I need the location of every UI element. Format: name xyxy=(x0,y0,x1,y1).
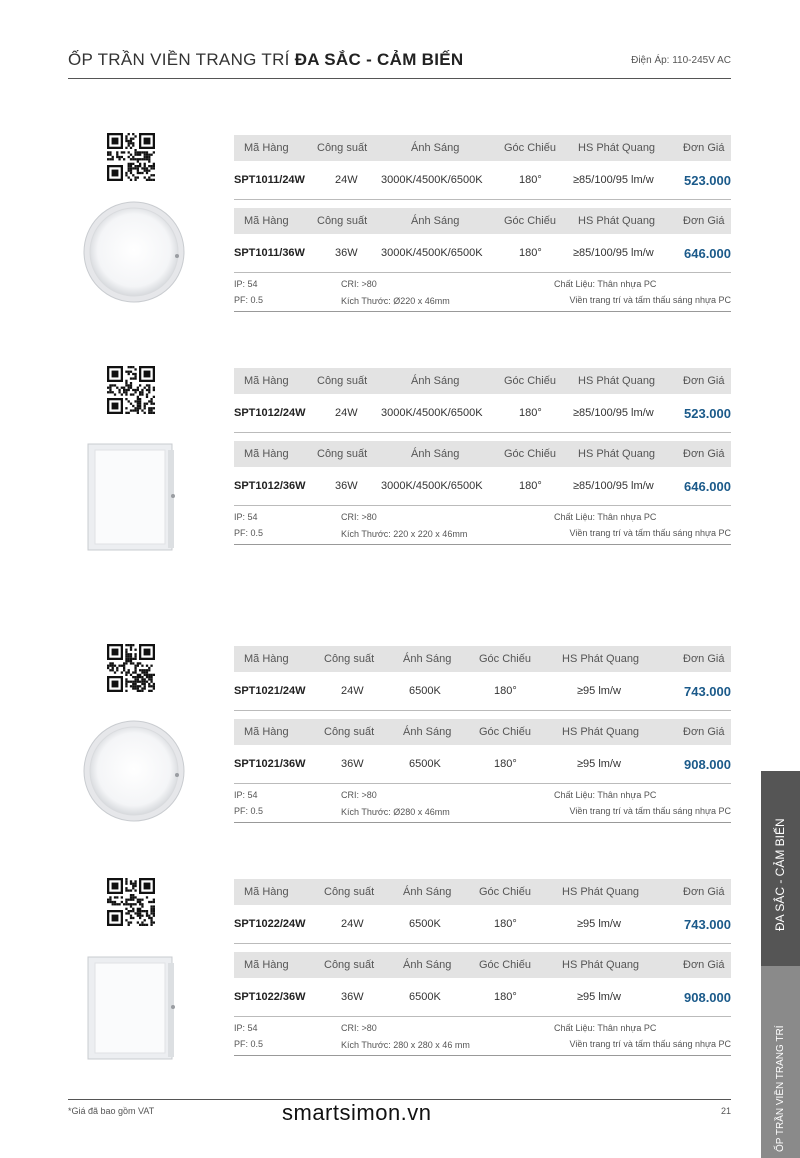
column-header: Mã Hàng xyxy=(244,375,289,387)
column-header: Ánh Sáng xyxy=(411,215,460,227)
side-tab-section xyxy=(761,966,800,1158)
cell-power: 36W xyxy=(341,758,364,770)
column-header: Góc Chiếu xyxy=(504,142,556,154)
cell-power: 24W xyxy=(335,407,358,419)
spec-size: Kích Thước: 280 x 280 x 46 mm xyxy=(341,1040,470,1050)
cell-price: 743.000 xyxy=(684,916,731,932)
table-header-row xyxy=(234,646,731,672)
column-header: Ánh Sáng xyxy=(411,375,460,387)
column-header: Công suất xyxy=(324,959,375,971)
spec-block xyxy=(234,1017,731,1056)
column-header: Ánh Sáng xyxy=(403,886,452,898)
cell-angle: 180° xyxy=(519,247,542,259)
spec-size: Kích Thước: Ø280 x 46mm xyxy=(341,807,450,817)
cell-power: 36W xyxy=(335,480,358,492)
cell-code: SPT1012/36W xyxy=(234,480,306,492)
spec-cri: CRI: >80 xyxy=(341,790,377,800)
cell-angle: 180° xyxy=(519,174,542,186)
table-row xyxy=(234,467,731,506)
spec-ip: IP: 54 xyxy=(234,279,258,289)
voltage-label: Điện Áp: 110-245V AC xyxy=(631,55,731,66)
cell-price: 523.000 xyxy=(684,405,731,421)
column-header: Công suất xyxy=(317,215,368,227)
cell-light: 6500K xyxy=(409,685,441,697)
table-row xyxy=(234,394,731,433)
cell-efficacy: ≥85/100/95 lm/w xyxy=(573,480,654,492)
spec-cri: CRI: >80 xyxy=(341,1023,377,1033)
page-title xyxy=(68,50,464,70)
row-spacer xyxy=(234,711,731,719)
cell-code: SPT1021/24W xyxy=(234,685,306,697)
column-header: Công suất xyxy=(324,726,375,738)
cell-light: 6500K xyxy=(409,991,441,1003)
qr-code-icon xyxy=(107,878,155,926)
table-row xyxy=(234,978,731,1017)
spec-cri: CRI: >80 xyxy=(341,279,377,289)
column-header: Mã Hàng xyxy=(244,959,289,971)
column-header: Góc Chiếu xyxy=(479,653,531,665)
qr-code-icon xyxy=(107,366,155,414)
column-header: HS Phát Quang xyxy=(562,959,640,971)
table-row xyxy=(234,234,731,273)
column-header: Ánh Sáng xyxy=(403,726,452,738)
column-header: HS Phát Quang xyxy=(578,448,656,460)
product-table xyxy=(234,368,731,545)
vat-note: *Giá đã bao gồm VAT xyxy=(68,1106,155,1116)
column-header: HS Phát Quang xyxy=(562,653,640,665)
spec-material: Chất Liệu: Thân nhựa PC xyxy=(554,1023,657,1033)
column-header: Đơn Giá xyxy=(683,886,725,898)
cell-efficacy: ≥95 lm/w xyxy=(577,758,621,770)
cell-efficacy: ≥85/100/95 lm/w xyxy=(573,407,654,419)
spec-pf: PF: 0.5 xyxy=(234,528,264,538)
column-header: Góc Chiếu xyxy=(479,959,531,971)
cell-power: 36W xyxy=(335,247,358,259)
cell-code: SPT1022/24W xyxy=(234,918,306,930)
column-header: Đơn Giá xyxy=(683,726,725,738)
table-header-row xyxy=(234,952,731,978)
cell-light: 6500K xyxy=(409,918,441,930)
column-header: Đơn Giá xyxy=(683,653,725,665)
side-tab-category xyxy=(761,771,800,966)
column-header: Công suất xyxy=(317,142,368,154)
spec-size: Kích Thước: 220 x 220 x 46mm xyxy=(341,529,468,539)
cell-angle: 180° xyxy=(494,758,517,770)
table-header-row xyxy=(234,135,731,161)
cell-code: SPT1022/36W xyxy=(234,991,306,1003)
column-header: Mã Hàng xyxy=(244,653,289,665)
table-header-row xyxy=(234,368,731,394)
cell-price: 908.000 xyxy=(684,989,731,1005)
cell-efficacy: ≥95 lm/w xyxy=(577,918,621,930)
row-spacer xyxy=(234,944,731,952)
column-header: Mã Hàng xyxy=(244,886,289,898)
cell-angle: 180° xyxy=(519,480,542,492)
table-header-row xyxy=(234,441,731,467)
column-header: Đơn Giá xyxy=(683,448,725,460)
cell-angle: 180° xyxy=(494,918,517,930)
cell-light: 3000K/4500K/6500K xyxy=(381,480,483,492)
spec-ip: IP: 54 xyxy=(234,512,258,522)
table-row xyxy=(234,905,731,944)
row-spacer xyxy=(234,200,731,208)
column-header: Công suất xyxy=(324,653,375,665)
page-title-bold: ĐA SẮC - CẢM BIẾN xyxy=(294,50,464,69)
round-ceiling-light-image xyxy=(82,718,186,824)
column-header: Góc Chiếu xyxy=(479,886,531,898)
product-table xyxy=(234,135,731,312)
cell-code: SPT1011/24W xyxy=(234,174,305,186)
spec-block xyxy=(234,784,731,823)
table-row xyxy=(234,161,731,200)
column-header: Ánh Sáng xyxy=(411,448,460,460)
table-header-row xyxy=(234,879,731,905)
column-header: Góc Chiếu xyxy=(504,375,556,387)
spec-ip: IP: 54 xyxy=(234,1023,258,1033)
qr-code-icon xyxy=(107,133,155,181)
cell-efficacy: ≥95 lm/w xyxy=(577,685,621,697)
cell-power: 24W xyxy=(335,174,358,186)
qr-code-icon xyxy=(107,644,155,692)
row-spacer xyxy=(234,433,731,441)
spec-size: Kích Thước: Ø220 x 46mm xyxy=(341,296,450,306)
cell-price: 646.000 xyxy=(684,478,731,494)
spec-block xyxy=(234,506,731,545)
column-header: Mã Hàng xyxy=(244,448,289,460)
cell-power: 24W xyxy=(341,918,364,930)
side-tab-label: ỐP TRẦN VIỀN TRANG TRÍ xyxy=(775,1025,786,1152)
page-title-light: ỐP TRẦN VIỀN TRANG TRÍ xyxy=(68,50,290,69)
column-header: HS Phát Quang xyxy=(562,886,640,898)
cell-price: 523.000 xyxy=(684,172,731,188)
column-header: Đơn Giá xyxy=(683,375,725,387)
brand-watermark: smartsimon.vn xyxy=(282,1100,432,1125)
cell-efficacy: ≥85/100/95 lm/w xyxy=(573,174,654,186)
spec-frame: Viền trang trí và tấm thấu sáng nhựa PC xyxy=(569,528,731,538)
spec-pf: PF: 0.5 xyxy=(234,1039,264,1049)
header-divider xyxy=(68,78,731,79)
column-header: HS Phát Quang xyxy=(578,215,656,227)
square-ceiling-light-image xyxy=(86,955,178,1063)
cell-angle: 180° xyxy=(519,407,542,419)
column-header: Ánh Sáng xyxy=(411,142,460,154)
product-table xyxy=(234,646,731,823)
column-header: Mã Hàng xyxy=(244,142,289,154)
cell-efficacy: ≥95 lm/w xyxy=(577,991,621,1003)
table-row xyxy=(234,745,731,784)
square-ceiling-light-image xyxy=(86,442,178,554)
column-header: HS Phát Quang xyxy=(578,142,656,154)
round-ceiling-light-image xyxy=(82,200,186,304)
cell-light: 3000K/4500K/6500K xyxy=(381,247,483,259)
spec-block xyxy=(234,273,731,312)
spec-frame: Viền trang trí và tấm thấu sáng nhựa PC xyxy=(569,806,731,816)
column-header: Đơn Giá xyxy=(683,142,725,154)
column-header: Đơn Giá xyxy=(683,215,725,227)
column-header: Đơn Giá xyxy=(683,959,725,971)
cell-light: 3000K/4500K/6500K xyxy=(381,407,483,419)
spec-pf: PF: 0.5 xyxy=(234,806,264,816)
column-header: Góc Chiếu xyxy=(504,215,556,227)
table-header-row xyxy=(234,719,731,745)
column-header: Ánh Sáng xyxy=(403,653,452,665)
cell-power: 24W xyxy=(341,685,364,697)
spec-frame: Viền trang trí và tấm thấu sáng nhựa PC xyxy=(569,1039,731,1049)
spec-frame: Viền trang trí và tấm thấu sáng nhựa PC xyxy=(569,295,731,305)
column-header: Góc Chiếu xyxy=(504,448,556,460)
cell-light: 3000K/4500K/6500K xyxy=(381,174,483,186)
cell-code: SPT1011/36W xyxy=(234,247,305,259)
column-header: Ánh Sáng xyxy=(403,959,452,971)
column-header: Góc Chiếu xyxy=(479,726,531,738)
spec-cri: CRI: >80 xyxy=(341,512,377,522)
cell-price: 908.000 xyxy=(684,756,731,772)
page-number: 21 xyxy=(720,1106,731,1116)
column-header: Công suất xyxy=(317,448,368,460)
column-header: HS Phát Quang xyxy=(562,726,640,738)
side-tab-label: ĐA SẮC - CẢM BIẾN xyxy=(773,818,787,931)
cell-angle: 180° xyxy=(494,685,517,697)
column-header: Công suất xyxy=(317,375,368,387)
cell-code: SPT1021/36W xyxy=(234,758,306,770)
spec-ip: IP: 54 xyxy=(234,790,258,800)
spec-material: Chất Liệu: Thân nhựa PC xyxy=(554,279,657,289)
spec-material: Chất Liệu: Thân nhựa PC xyxy=(554,512,657,522)
cell-price: 646.000 xyxy=(684,245,731,261)
column-header: Mã Hàng xyxy=(244,726,289,738)
column-header: Công suất xyxy=(324,886,375,898)
spec-material: Chất Liệu: Thân nhựa PC xyxy=(554,790,657,800)
table-row xyxy=(234,672,731,711)
column-header: HS Phát Quang xyxy=(578,375,656,387)
cell-price: 743.000 xyxy=(684,683,731,699)
product-table xyxy=(234,879,731,1056)
cell-power: 36W xyxy=(341,991,364,1003)
cell-light: 6500K xyxy=(409,758,441,770)
cell-angle: 180° xyxy=(494,991,517,1003)
cell-code: SPT1012/24W xyxy=(234,407,306,419)
spec-pf: PF: 0.5 xyxy=(234,295,264,305)
cell-efficacy: ≥85/100/95 lm/w xyxy=(573,247,654,259)
column-header: Mã Hàng xyxy=(244,215,289,227)
table-header-row xyxy=(234,208,731,234)
